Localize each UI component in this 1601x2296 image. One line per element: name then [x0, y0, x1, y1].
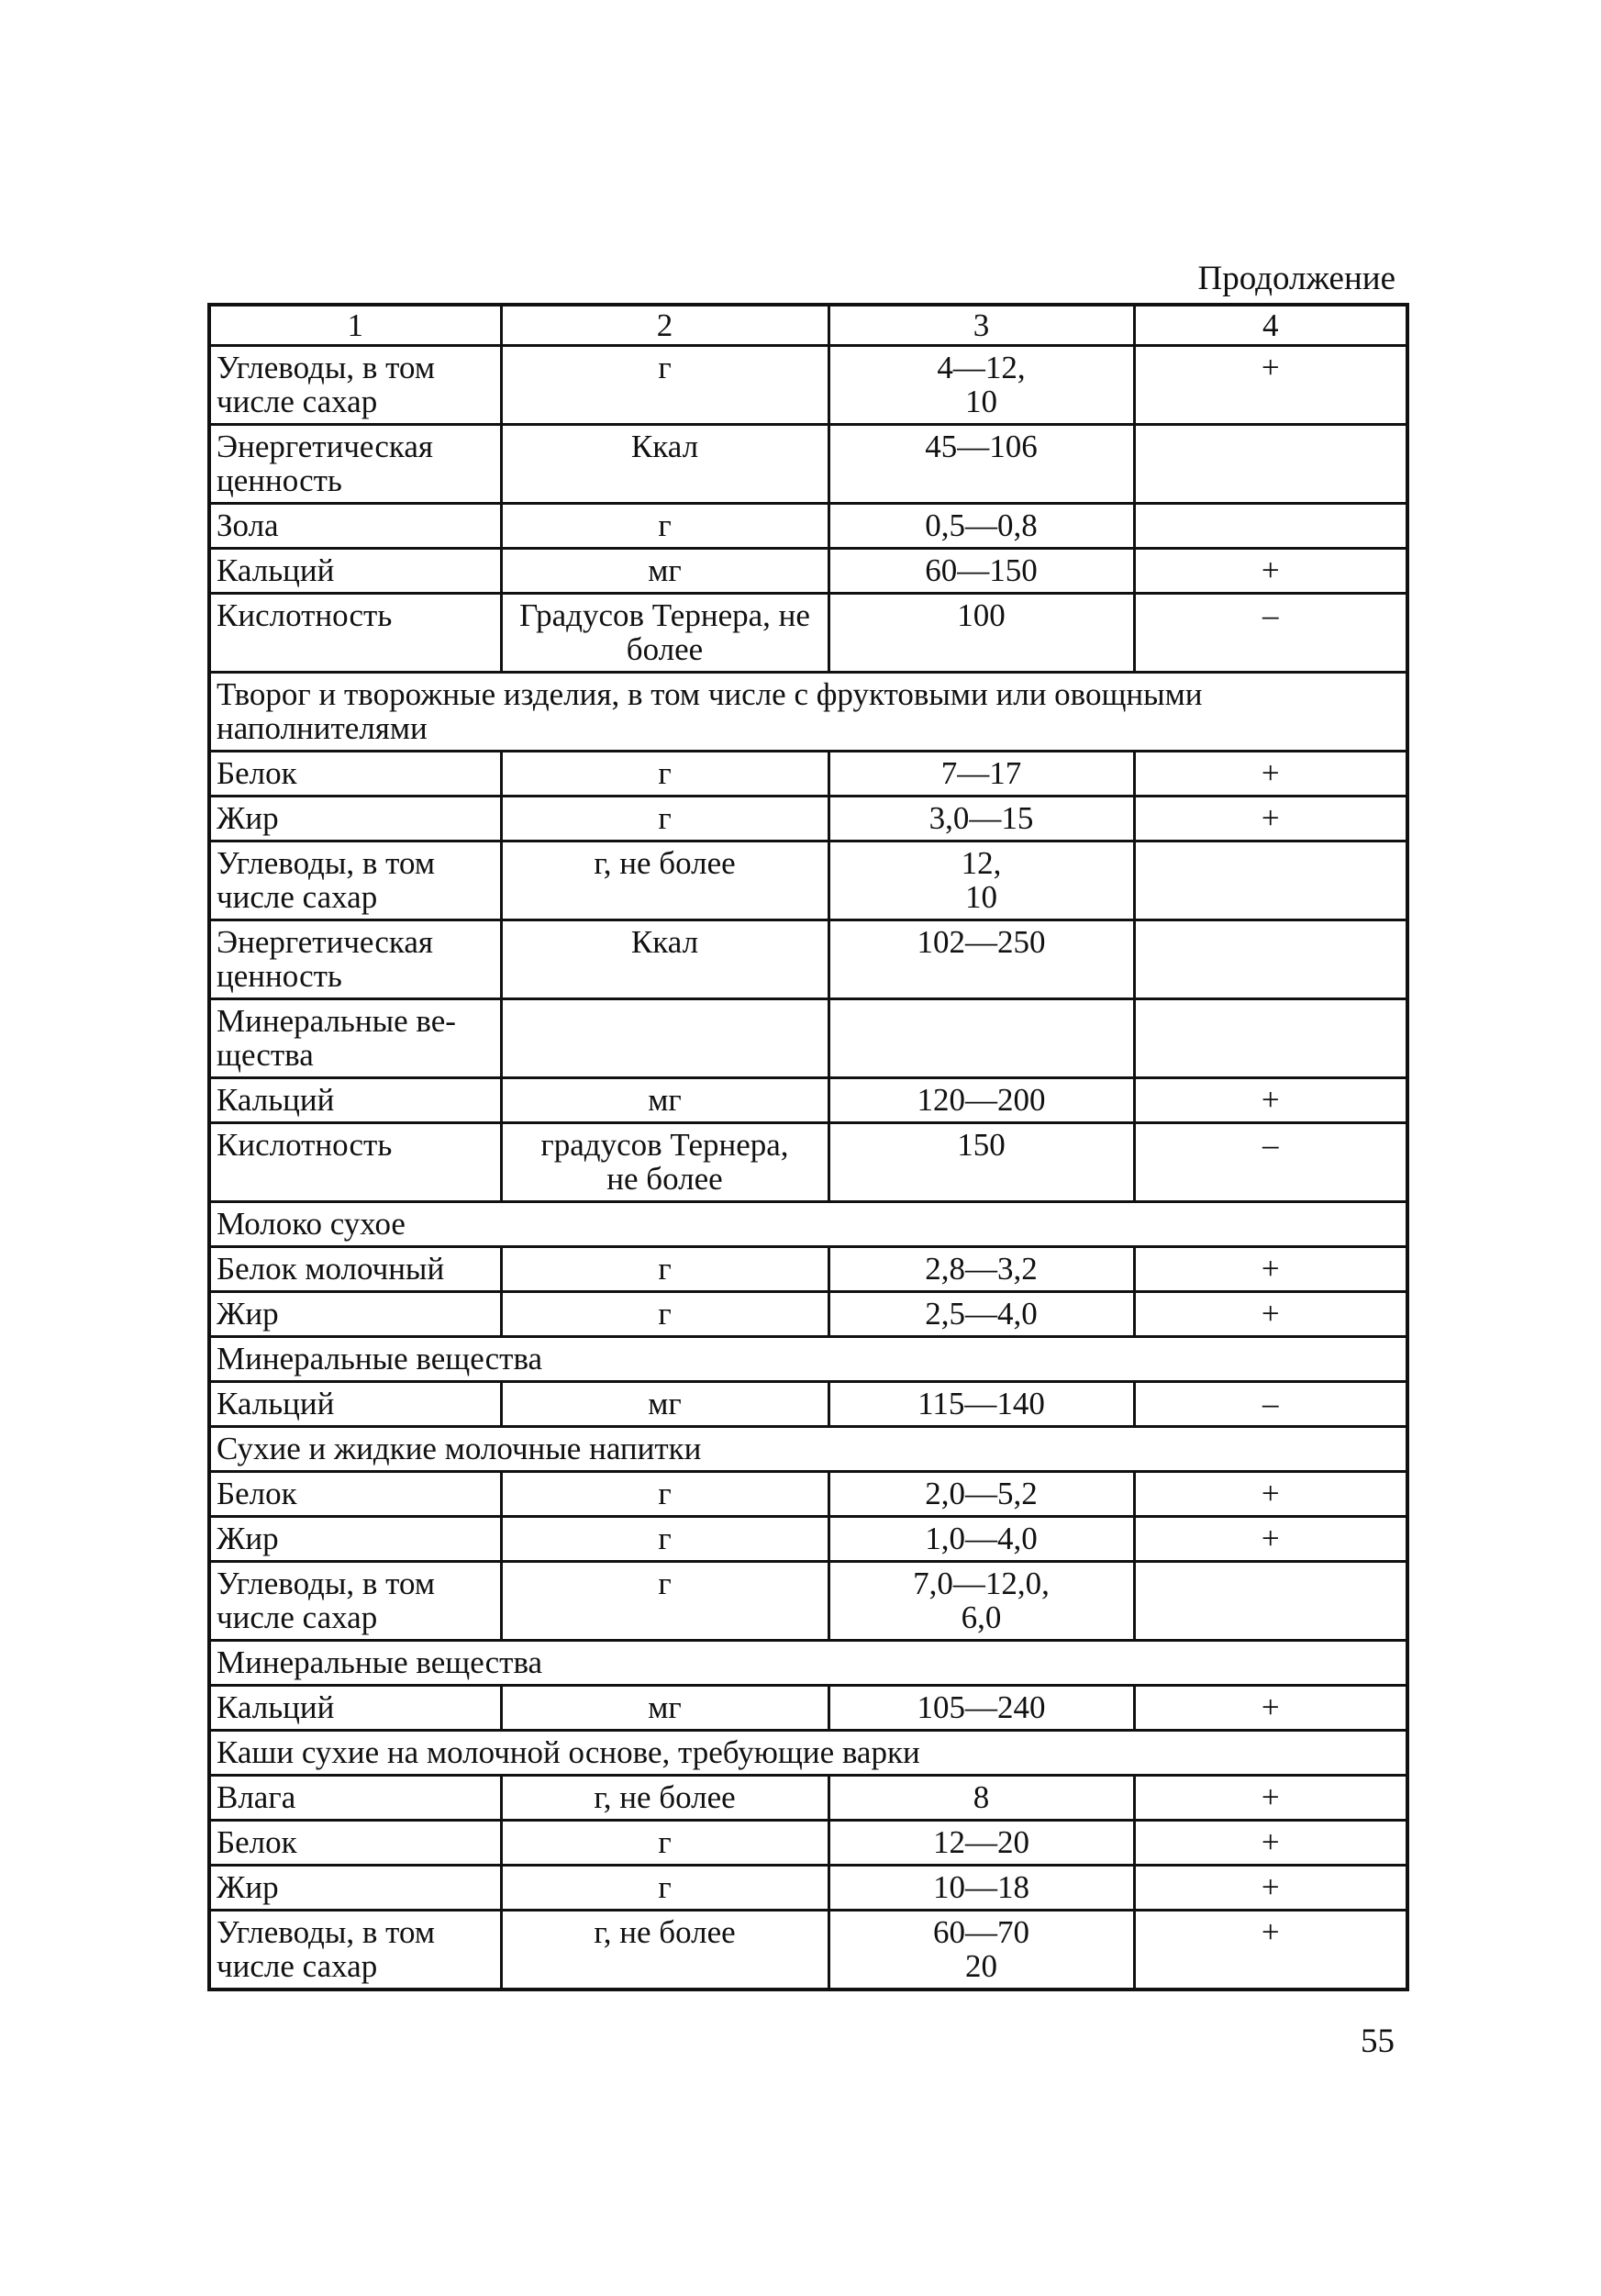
value-cell: 3,0—15: [828, 797, 1134, 841]
value-cell: 60—70 20: [828, 1911, 1134, 1990]
parameter-cell: Жир: [209, 1866, 501, 1911]
mark-cell: +: [1134, 549, 1407, 594]
value-cell: 8: [828, 1776, 1134, 1821]
value-cell: 12—20: [828, 1821, 1134, 1866]
unit-cell: мг: [501, 1686, 828, 1731]
parameter-cell: Углеводы, в том числе сахар: [209, 346, 501, 425]
parameter-cell: Кислотность: [209, 594, 501, 673]
parameter-cell: Влага: [209, 1776, 501, 1821]
table-row: [209, 999, 1407, 1078]
unit-cell: мг: [501, 1078, 828, 1123]
value-cell: 12, 10: [828, 841, 1134, 920]
mark-cell: –: [1134, 1382, 1407, 1427]
table-row: [209, 1382, 1407, 1427]
unit-cell: градусов Тернера, не более: [501, 1123, 828, 1202]
parameter-cell: Кальций: [209, 549, 501, 594]
mark-cell: +: [1134, 1821, 1407, 1866]
value-cell: 4—12, 10: [828, 346, 1134, 425]
section-title: Минеральные вещества: [209, 1337, 1407, 1382]
nutrition-table: [207, 303, 1409, 1991]
unit-cell: г, не более: [501, 841, 828, 920]
value-cell: 45—106: [828, 425, 1134, 504]
mark-cell: [1134, 1562, 1407, 1641]
parameter-cell: Энергетическая ценность: [209, 425, 501, 504]
unit-cell: г: [501, 1517, 828, 1562]
table-row: [209, 1911, 1407, 1990]
section-title: Сухие и жидкие молочные напитки: [209, 1427, 1407, 1472]
value-cell: [828, 999, 1134, 1078]
parameter-cell: Углеводы, в том числе сахар: [209, 1562, 501, 1641]
value-cell: 150: [828, 1123, 1134, 1202]
parameter-cell: Жир: [209, 797, 501, 841]
unit-cell: мг: [501, 549, 828, 594]
section-row: [209, 1731, 1407, 1776]
unit-cell: мг: [501, 1382, 828, 1427]
table-row: [209, 1776, 1407, 1821]
section-title: Молоко сухое: [209, 1202, 1407, 1247]
parameter-cell: Белок молочный: [209, 1247, 501, 1292]
unit-cell: г: [501, 1292, 828, 1337]
mark-cell: –: [1134, 1123, 1407, 1202]
mark-cell: [1134, 841, 1407, 920]
unit-cell: г: [501, 797, 828, 841]
value-cell: 120—200: [828, 1078, 1134, 1123]
unit-cell: [501, 999, 828, 1078]
table-row: [209, 346, 1407, 425]
section-row: [209, 1641, 1407, 1686]
value-cell: 60—150: [828, 549, 1134, 594]
mark-cell: +: [1134, 1078, 1407, 1123]
section-title: Минеральные вещества: [209, 1641, 1407, 1686]
value-cell: 102—250: [828, 920, 1134, 999]
mark-cell: +: [1134, 1247, 1407, 1292]
table-row: [209, 797, 1407, 841]
table-row: [209, 425, 1407, 504]
mark-cell: +: [1134, 797, 1407, 841]
mark-cell: [1134, 504, 1407, 549]
table-row: [209, 1123, 1407, 1202]
parameter-cell: Кальций: [209, 1382, 501, 1427]
section-title: Творог и творожные изделия, в том числе с фруктовыми или овощными наполнителями: [209, 673, 1407, 752]
value-cell: 115—140: [828, 1382, 1134, 1427]
table-row: [209, 1866, 1407, 1911]
table-row: [209, 1686, 1407, 1731]
value-cell: 0,5—0,8: [828, 504, 1134, 549]
parameter-cell: Зола: [209, 504, 501, 549]
value-cell: 2,5—4,0: [828, 1292, 1134, 1337]
table-row: [209, 920, 1407, 999]
value-cell: 2,8—3,2: [828, 1247, 1134, 1292]
parameter-cell: Кислотность: [209, 1123, 501, 1202]
unit-cell: г, не более: [501, 1776, 828, 1821]
parameter-cell: Белок: [209, 1472, 501, 1517]
mark-cell: +: [1134, 1517, 1407, 1562]
value-cell: 7,0—12,0, 6,0: [828, 1562, 1134, 1641]
section-row: [209, 1337, 1407, 1382]
table-body: [209, 305, 1407, 1989]
section-row: [209, 1202, 1407, 1247]
unit-cell: Ккал: [501, 425, 828, 504]
mark-cell: +: [1134, 346, 1407, 425]
table-row: [209, 1472, 1407, 1517]
header-cell-1: 1: [209, 305, 501, 346]
unit-cell: г: [501, 1472, 828, 1517]
continuation-label: Продолжение: [1197, 260, 1395, 297]
mark-cell: [1134, 425, 1407, 504]
unit-cell: г: [501, 504, 828, 549]
unit-cell: г: [501, 346, 828, 425]
parameter-cell: Кальций: [209, 1686, 501, 1731]
header-cell-4: 4: [1134, 305, 1407, 346]
table-row: [209, 594, 1407, 673]
mark-cell: +: [1134, 1292, 1407, 1337]
table-row: [209, 549, 1407, 594]
parameter-cell: Жир: [209, 1292, 501, 1337]
unit-cell: г: [501, 1562, 828, 1641]
mark-cell: +: [1134, 1776, 1407, 1821]
table-row: [209, 752, 1407, 797]
unit-cell: г: [501, 752, 828, 797]
unit-cell: Ккал: [501, 920, 828, 999]
header-cell-2: 2: [501, 305, 828, 346]
table-row: [209, 841, 1407, 920]
mark-cell: [1134, 920, 1407, 999]
value-cell: 2,0—5,2: [828, 1472, 1134, 1517]
unit-cell: г: [501, 1821, 828, 1866]
value-cell: 7—17: [828, 752, 1134, 797]
mark-cell: +: [1134, 1911, 1407, 1990]
mark-cell: –: [1134, 594, 1407, 673]
parameter-cell: Углеводы, в том числе сахар: [209, 1911, 501, 1990]
table-row: [209, 1247, 1407, 1292]
parameter-cell: Минеральные ве- щества: [209, 999, 501, 1078]
mark-cell: +: [1134, 752, 1407, 797]
parameter-cell: Углеводы, в том числе сахар: [209, 841, 501, 920]
value-cell: 100: [828, 594, 1134, 673]
section-row: [209, 1427, 1407, 1472]
parameter-cell: Кальций: [209, 1078, 501, 1123]
unit-cell: г, не более: [501, 1911, 828, 1990]
parameter-cell: Белок: [209, 1821, 501, 1866]
table-row: [209, 1078, 1407, 1123]
table-row: [209, 1517, 1407, 1562]
table-header-row: [209, 305, 1407, 346]
section-row: [209, 673, 1407, 752]
value-cell: 105—240: [828, 1686, 1134, 1731]
section-title: Каши сухие на молочной основе, требующие варки: [209, 1731, 1407, 1776]
value-cell: 10—18: [828, 1866, 1134, 1911]
unit-cell: г: [501, 1866, 828, 1911]
mark-cell: +: [1134, 1472, 1407, 1517]
parameter-cell: Жир: [209, 1517, 501, 1562]
parameter-cell: Белок: [209, 752, 501, 797]
unit-cell: Градусов Тернера, не более: [501, 594, 828, 673]
page-number: 55: [1361, 2023, 1395, 2060]
mark-cell: +: [1134, 1686, 1407, 1731]
value-cell: 1,0—4,0: [828, 1517, 1134, 1562]
mark-cell: [1134, 999, 1407, 1078]
header-cell-3: 3: [828, 305, 1134, 346]
table-row: [209, 504, 1407, 549]
table-row: [209, 1562, 1407, 1641]
parameter-cell: Энергетическая ценность: [209, 920, 501, 999]
mark-cell: +: [1134, 1866, 1407, 1911]
unit-cell: г: [501, 1247, 828, 1292]
table-row: [209, 1292, 1407, 1337]
table-row: [209, 1821, 1407, 1866]
